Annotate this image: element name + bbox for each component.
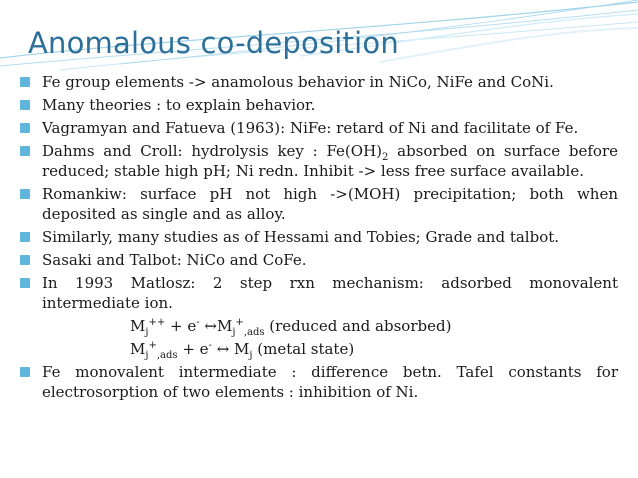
bullet-square-icon xyxy=(20,232,30,242)
bullet-square-icon xyxy=(20,278,30,288)
bullet-square-icon xyxy=(20,146,30,156)
bullet-text: Fe monovalent intermediate : difference betn. Tafel constants for electrosorption of two elements : inhibition of Ni. xyxy=(42,363,618,401)
bullet-text: Romankiw: surface pH not high ->(MOH) precipitation; both when deposited as single and as alloy. xyxy=(42,185,618,223)
bullet-item xyxy=(18,362,618,402)
equation-1: $M_j^{++} + e^-$ $\leftrightarrow M_j^+_{,ads}$ (reduced and absorbed) xyxy=(130,317,452,338)
subscript: 2 xyxy=(382,152,389,163)
bullet-text: In 1993 Matlosz: 2 step rxn mechanism: adsorbed monovalent intermediate ion. xyxy=(42,274,618,312)
equation-2: $M_j^+_{,ads} + e^-$ ↔ $M_j$ (metal state) xyxy=(130,340,355,361)
bullet-item xyxy=(18,184,618,224)
bullet-item xyxy=(18,118,618,138)
bullet-item xyxy=(18,273,618,359)
bullet-square-icon xyxy=(20,255,30,265)
slide-title: Anomalous co-deposition xyxy=(28,26,399,60)
bullet-text: Dahms and Croll: hydrolysis key : Fe(OH) xyxy=(42,142,383,160)
bullet-item xyxy=(18,72,618,92)
bullet-item xyxy=(18,227,618,247)
bullet-square-icon xyxy=(20,100,30,110)
bullet-square-icon xyxy=(20,77,30,87)
bullet-square-icon xyxy=(20,367,30,377)
bullet-item xyxy=(18,141,618,181)
bullet-text: Vagramyan and Fatueva (1963): NiFe: retard of Ni and facilitate of Fe. xyxy=(42,119,579,137)
bullet-item xyxy=(18,95,618,115)
bullet-item xyxy=(18,250,618,270)
bullet-text: Many theories : to explain behavior. xyxy=(42,96,316,114)
bullet-text: absorbed on surface before reduced; stable high pH; Ni redn. Inhibit -> less free surface available. xyxy=(42,142,619,180)
bullet-text: Similarly, many studies as of Hessami and Tobies; Grade and talbot. xyxy=(42,228,560,246)
bullet-list xyxy=(18,72,618,405)
bullet-square-icon xyxy=(20,123,30,133)
bullet-text: Sasaki and Talbot: NiCo and CoFe. xyxy=(42,251,307,269)
bullet-text: Fe group elements -> anamolous behavior in NiCo, NiFe and CoNi. xyxy=(42,73,554,91)
bullet-square-icon xyxy=(20,189,30,199)
